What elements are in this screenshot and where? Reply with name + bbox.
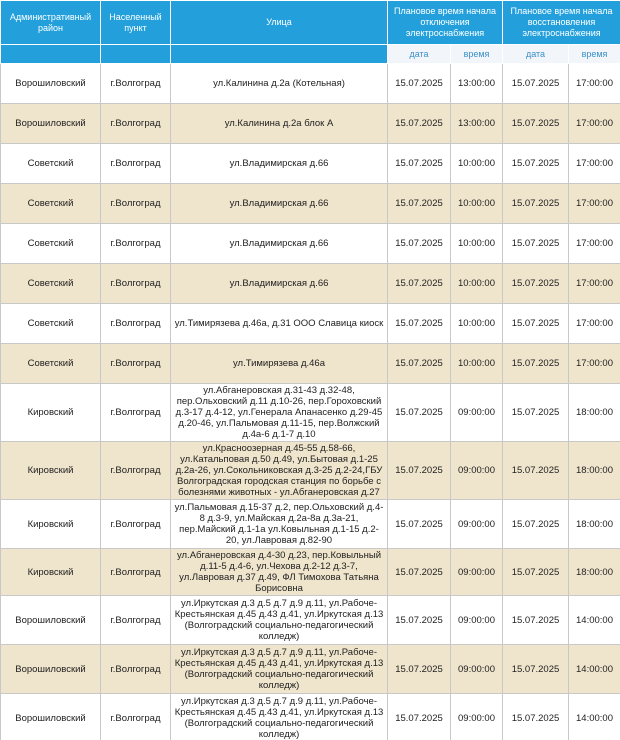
header-district-sub: [1, 45, 101, 64]
cell-street: ул.Красноозерная д.45-55 д.58-66, ул.Катальповая д.50 д.49, ул.Бытовая д.1-25 д.2а-26, ул.Сокольниковская д.3-25 д.2-24,ГБУ Волгоградская городская станция по борьбе с болезнями животных - ул.Абганеровская д.27: [171, 442, 388, 500]
cell-city: г.Волгоград: [101, 694, 171, 740]
cell-district: Советский: [1, 144, 101, 184]
cell-off-time: 13:00:00: [451, 64, 503, 104]
table-row: [1, 596, 620, 645]
header-on-time: время: [569, 45, 620, 64]
cell-off-time: 09:00:00: [451, 596, 503, 645]
cell-on-time: 14:00:00: [569, 596, 620, 645]
cell-on-time: 14:00:00: [569, 645, 620, 694]
cell-city: г.Волгоград: [101, 144, 171, 184]
table-row: [1, 264, 620, 304]
cell-on-time: 17:00:00: [569, 184, 620, 224]
cell-off-time: 10:00:00: [451, 224, 503, 264]
cell-district: Ворошиловский: [1, 596, 101, 645]
cell-off-time: 13:00:00: [451, 104, 503, 144]
cell-on-time: 17:00:00: [569, 304, 620, 344]
header-off-date: дата: [388, 45, 451, 64]
cell-off-date: 15.07.2025: [388, 104, 451, 144]
cell-off-date: 15.07.2025: [388, 144, 451, 184]
cell-on-date: 15.07.2025: [503, 184, 569, 224]
cell-off-date: 15.07.2025: [388, 694, 451, 740]
cell-district: Советский: [1, 184, 101, 224]
cell-on-date: 15.07.2025: [503, 144, 569, 184]
cell-off-date: 15.07.2025: [388, 596, 451, 645]
cell-city: г.Волгоград: [101, 264, 171, 304]
cell-district: Кировский: [1, 500, 101, 549]
cell-district: Ворошиловский: [1, 694, 101, 740]
table-row: [1, 694, 620, 740]
cell-city: г.Волгоград: [101, 64, 171, 104]
cell-off-time: 09:00:00: [451, 500, 503, 549]
header-on-date: дата: [503, 45, 569, 64]
table-header: [1, 1, 620, 64]
cell-on-time: 17:00:00: [569, 144, 620, 184]
cell-off-date: 15.07.2025: [388, 645, 451, 694]
cell-on-time: 17:00:00: [569, 104, 620, 144]
cell-on-date: 15.07.2025: [503, 442, 569, 500]
header-street: Улица: [171, 1, 388, 45]
cell-street: ул.Тимирязева д.46а, д.31 ООО Славица киоск: [171, 304, 388, 344]
table-body: [1, 64, 620, 740]
cell-on-date: 15.07.2025: [503, 645, 569, 694]
cell-off-time: 09:00:00: [451, 645, 503, 694]
cell-street: ул.Тимирязева д.46а: [171, 344, 388, 384]
cell-off-time: 10:00:00: [451, 264, 503, 304]
header-locality: Населенный пункт: [101, 1, 171, 45]
cell-off-time: 10:00:00: [451, 184, 503, 224]
cell-street: ул.Пальмовая д.15-37 д.2, пер.Ольховский д.4-8 д.3-9, ул.Майская д.2а-8а д.3а-21, пер.Майский д.1-1а ул.Ковыльная д.1-15 д.2-20, ул.Лавровая д.82-90: [171, 500, 388, 549]
table-row: [1, 184, 620, 224]
cell-street: ул.Иркутская д.3 д.5 д.7 д.9 д.11, ул.Рабоче-Крестьянская д.45 д.43 д.41, ул.Иркутская д.13 (Волгоградский социально-педагогический колледж): [171, 596, 388, 645]
cell-on-date: 15.07.2025: [503, 224, 569, 264]
cell-on-time: 17:00:00: [569, 224, 620, 264]
header-off-time: время: [451, 45, 503, 64]
table-row: [1, 442, 620, 500]
table-row: [1, 344, 620, 384]
header-district: Административный район: [1, 1, 101, 45]
cell-district: Кировский: [1, 384, 101, 442]
cell-district: Советский: [1, 344, 101, 384]
table-row: [1, 549, 620, 596]
cell-off-time: 09:00:00: [451, 442, 503, 500]
cell-district: Ворошиловский: [1, 645, 101, 694]
cell-city: г.Волгоград: [101, 596, 171, 645]
cell-on-date: 15.07.2025: [503, 549, 569, 596]
cell-district: Кировский: [1, 442, 101, 500]
cell-city: г.Волгоград: [101, 104, 171, 144]
cell-off-date: 15.07.2025: [388, 184, 451, 224]
cell-off-date: 15.07.2025: [388, 500, 451, 549]
cell-city: г.Волгоград: [101, 549, 171, 596]
cell-district: Советский: [1, 304, 101, 344]
cell-district: Ворошиловский: [1, 64, 101, 104]
cell-street: ул.Иркутская д.3 д.5 д.7 д.9 д.11, ул.Рабоче-Крестьянская д.45 д.43 д.41, ул.Иркутская д.13 (Волгоградский социально-педагогический колледж): [171, 694, 388, 740]
cell-off-date: 15.07.2025: [388, 304, 451, 344]
cell-on-time: 17:00:00: [569, 344, 620, 384]
cell-district: Советский: [1, 224, 101, 264]
cell-district: Кировский: [1, 549, 101, 596]
table-row: [1, 224, 620, 264]
cell-street: ул.Владимирская д.66: [171, 264, 388, 304]
cell-city: г.Волгоград: [101, 500, 171, 549]
cell-street: ул.Калинина д.2а (Котельная): [171, 64, 388, 104]
cell-district: Советский: [1, 264, 101, 304]
cell-on-date: 15.07.2025: [503, 694, 569, 740]
cell-off-time: 09:00:00: [451, 549, 503, 596]
cell-on-time: 18:00:00: [569, 500, 620, 549]
cell-street: ул.Владимирская д.66: [171, 184, 388, 224]
cell-city: г.Волгоград: [101, 304, 171, 344]
cell-off-date: 15.07.2025: [388, 224, 451, 264]
table-row: [1, 304, 620, 344]
cell-city: г.Волгоград: [101, 344, 171, 384]
cell-on-time: 17:00:00: [569, 64, 620, 104]
cell-off-date: 15.07.2025: [388, 384, 451, 442]
cell-off-time: 10:00:00: [451, 144, 503, 184]
cell-city: г.Волгоград: [101, 442, 171, 500]
cell-off-date: 15.07.2025: [388, 442, 451, 500]
header-outage-start: Плановое время начала отключения электроснабжения: [388, 1, 503, 45]
cell-street: ул.Абганеровская д.31-43 д.32-48, пер.Ольховский д.11 д.10-26, пер.Гороховский д.3-17 д.4-12, ул.Генерала Апанасенко д.29-45 д.20-46, ул.Пальмовая д.11-15, пер.Волжский д.4а-6 д.1-7 д.10: [171, 384, 388, 442]
cell-off-date: 15.07.2025: [388, 549, 451, 596]
cell-on-date: 15.07.2025: [503, 64, 569, 104]
cell-on-date: 15.07.2025: [503, 304, 569, 344]
table-row: [1, 64, 620, 104]
header-restore-start: Плановое время начала восстановления электроснабжения: [503, 1, 620, 45]
table-row: [1, 144, 620, 184]
cell-street: ул.Иркутская д.3 д.5 д.7 д.9 д.11, ул.Рабоче-Крестьянская д.45 д.43 д.41, ул.Иркутская д.13 (Волгоградский социально-педагогический колледж): [171, 645, 388, 694]
table-row: [1, 104, 620, 144]
cell-on-time: 14:00:00: [569, 694, 620, 740]
table-row: [1, 384, 620, 442]
cell-off-time: 10:00:00: [451, 344, 503, 384]
cell-off-time: 10:00:00: [451, 304, 503, 344]
cell-city: г.Волгоград: [101, 224, 171, 264]
cell-street: ул.Абганеровская д.4-30 д.23, пер.Ковыльный д.11-5 д.4-6, ул.Чехова д.2-12 д.3-7, ул.Лавровая д.37 д.49, ФЛ Тимохова Татьяна Борисовна: [171, 549, 388, 596]
cell-street: ул.Владимирская д.66: [171, 224, 388, 264]
cell-on-date: 15.07.2025: [503, 500, 569, 549]
cell-on-date: 15.07.2025: [503, 596, 569, 645]
cell-off-date: 15.07.2025: [388, 344, 451, 384]
header-street-sub: [171, 45, 388, 64]
cell-on-time: 18:00:00: [569, 442, 620, 500]
cell-street: ул.Калинина д.2а блок А: [171, 104, 388, 144]
cell-on-time: 17:00:00: [569, 264, 620, 304]
cell-city: г.Волгоград: [101, 384, 171, 442]
cell-on-time: 18:00:00: [569, 549, 620, 596]
cell-city: г.Волгоград: [101, 645, 171, 694]
header-locality-sub: [101, 45, 171, 64]
table-row: [1, 645, 620, 694]
table-row: [1, 500, 620, 549]
cell-city: г.Волгоград: [101, 184, 171, 224]
cell-on-date: 15.07.2025: [503, 384, 569, 442]
cell-off-time: 09:00:00: [451, 384, 503, 442]
cell-on-time: 18:00:00: [569, 384, 620, 442]
cell-off-date: 15.07.2025: [388, 264, 451, 304]
cell-off-date: 15.07.2025: [388, 64, 451, 104]
cell-off-time: 09:00:00: [451, 694, 503, 740]
cell-on-date: 15.07.2025: [503, 344, 569, 384]
cell-street: ул.Владимирская д.66: [171, 144, 388, 184]
cell-on-date: 15.07.2025: [503, 264, 569, 304]
cell-district: Ворошиловский: [1, 104, 101, 144]
cell-on-date: 15.07.2025: [503, 104, 569, 144]
